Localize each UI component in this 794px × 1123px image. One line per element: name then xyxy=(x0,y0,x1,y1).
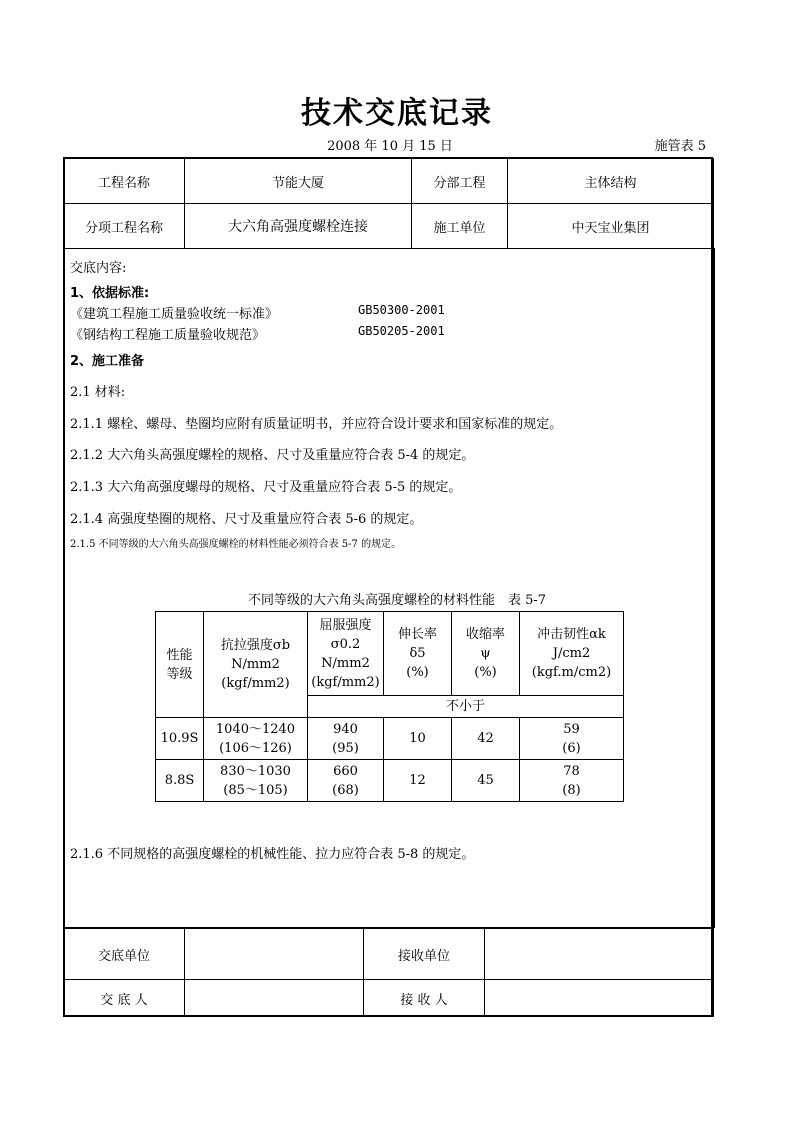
subitem-label: 分项工程名称 xyxy=(64,204,185,249)
project-name-value: 节能大厦 xyxy=(185,159,412,204)
impact-cell: 78 (8) xyxy=(520,760,624,802)
header-tensile: 抗拉强度σb N/mm2 (kgf/mm2) xyxy=(204,612,308,718)
division-value: 主体结构 xyxy=(508,159,714,204)
contractor-value: 中天宝业集团 xyxy=(508,204,714,249)
header-elongation: 伸长率 δ5 (%) xyxy=(384,612,452,696)
form-number: 施管表 5 xyxy=(654,139,706,154)
table-row xyxy=(156,760,624,802)
yield-cell: 660 (68) xyxy=(308,760,384,802)
table-row xyxy=(156,718,624,760)
page-title: 技术交底记录 xyxy=(301,96,493,131)
header-grade: 性能 等级 xyxy=(156,612,204,718)
para-2-1: 2.1 材料: xyxy=(70,385,126,400)
shrinkage-cell: 42 xyxy=(452,718,520,760)
para-2-1-5: 2.1.5 不同等级的大六角头高强度螺栓的材料性能必须符合表 5-7 的规定。 xyxy=(70,539,402,550)
yield-cell: 940 (95) xyxy=(308,718,384,760)
tensile-cell: 830～1030 (85～105) xyxy=(204,760,308,802)
subitem-value: 大六角高强度螺栓连接 xyxy=(185,204,412,249)
tensile-cell: 1040～1240 (106～126) xyxy=(204,718,308,760)
issuer-unit-label: 交底单位 xyxy=(64,929,185,980)
material-properties-table xyxy=(155,611,624,802)
grade-cell: 10.9S xyxy=(156,718,204,760)
receiver-unit-value[interactable] xyxy=(485,929,714,980)
record-date: 2008 年 10 月 15 日 xyxy=(327,139,453,154)
table-caption: 不同等级的大六角头高强度螺栓的材料性能 表 5-7 xyxy=(247,593,547,608)
info-table xyxy=(63,158,714,249)
elongation-cell: 12 xyxy=(384,760,452,802)
elongation-cell: 10 xyxy=(384,718,452,760)
receiver-unit-label: 接收单位 xyxy=(364,929,485,980)
para-2-1-1: 2.1.1 螺栓、螺母、垫圈均应附有质量证明书，并应符合设计要求和国家标准的规定。 xyxy=(70,417,563,432)
impact-cell: 59 (6) xyxy=(520,718,624,760)
contractor-label: 施工单位 xyxy=(412,204,508,249)
receiver-value[interactable] xyxy=(485,980,714,1017)
section-2-title: 2、施工准备 xyxy=(70,354,145,369)
project-name-label: 工程名称 xyxy=(64,159,185,204)
para-2-1-3: 2.1.3 大六角高强度螺母的规格、尺寸及重量应符合表 5-5 的规定。 xyxy=(70,480,462,495)
standard-2-code: GB50205-2001 xyxy=(358,324,445,338)
content-intro: 交底内容: xyxy=(70,261,127,276)
issuer-unit-value[interactable] xyxy=(185,929,364,980)
shrinkage-cell: 45 xyxy=(452,760,520,802)
grade-cell: 8.8S xyxy=(156,760,204,802)
section-1-title: 1、依据标准: xyxy=(70,286,150,301)
issuer-label: 交 底 人 xyxy=(64,980,185,1017)
header-impact: 冲击韧性αk J/cm2 (kgf.m/cm2) xyxy=(520,612,624,696)
signature-table xyxy=(63,928,714,1017)
header-yield: 屈服强度 σ0.2 N/mm2 (kgf/mm2) xyxy=(308,612,384,696)
division-label: 分部工程 xyxy=(412,159,508,204)
content-box xyxy=(63,248,715,928)
standard-1-name: 《建筑工程施工质量验收统一标准》 xyxy=(70,307,279,322)
standard-2-name: 《钢结构工程施工质量验收规范》 xyxy=(70,328,266,343)
header-shrinkage: 收缩率 ψ (%) xyxy=(452,612,520,696)
receiver-label: 接 收 人 xyxy=(364,980,485,1017)
para-2-1-2: 2.1.2 大六角头高强度螺栓的规格、尺寸及重量应符合表 5-4 的规定。 xyxy=(70,448,475,463)
para-2-1-4: 2.1.4 高强度垫圈的规格、尺寸及重量应符合表 5-6 的规定。 xyxy=(70,512,423,527)
standard-1-code: GB50300-2001 xyxy=(358,303,445,317)
min-note: 不小于 xyxy=(308,696,624,718)
issuer-value[interactable] xyxy=(185,980,364,1017)
para-2-1-6: 2.1.6 不同规格的高强度螺栓的机械性能、拉力应符合表 5-8 的规定。 xyxy=(70,847,475,862)
